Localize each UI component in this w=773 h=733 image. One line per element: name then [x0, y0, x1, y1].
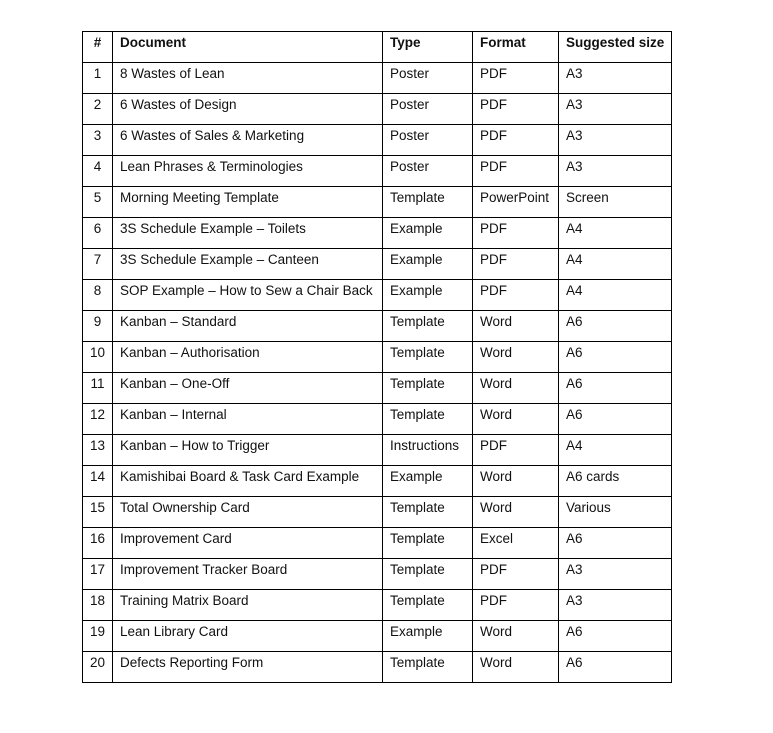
cell-format: PDF	[473, 218, 559, 249]
cell-type: Example	[383, 621, 473, 652]
cell-document: Lean Library Card	[113, 621, 383, 652]
cell-number: 11	[83, 373, 113, 404]
cell-suggested-size: A3	[559, 63, 672, 94]
table-row	[83, 652, 672, 683]
table-row	[83, 125, 672, 156]
cell-document: Kanban – Authorisation	[113, 342, 383, 373]
cell-type: Template	[383, 590, 473, 621]
cell-suggested-size: A6	[559, 342, 672, 373]
table-row	[83, 280, 672, 311]
cell-format: Word	[473, 404, 559, 435]
cell-suggested-size: Various	[559, 497, 672, 528]
cell-type: Example	[383, 466, 473, 497]
table-body	[83, 63, 672, 683]
cell-suggested-size: A4	[559, 435, 672, 466]
table-row	[83, 590, 672, 621]
cell-document: Kanban – Internal	[113, 404, 383, 435]
cell-type: Instructions	[383, 435, 473, 466]
cell-type: Template	[383, 187, 473, 218]
cell-suggested-size: A4	[559, 280, 672, 311]
cell-type: Poster	[383, 156, 473, 187]
cell-format: Word	[473, 373, 559, 404]
cell-type: Template	[383, 559, 473, 590]
table-row	[83, 621, 672, 652]
cell-suggested-size: A6 cards	[559, 466, 672, 497]
header-row	[83, 32, 672, 63]
cell-suggested-size: A3	[559, 590, 672, 621]
cell-suggested-size: A4	[559, 249, 672, 280]
cell-type: Example	[383, 218, 473, 249]
table-row	[83, 342, 672, 373]
cell-type: Example	[383, 280, 473, 311]
cell-document: Defects Reporting Form	[113, 652, 383, 683]
cell-format: Word	[473, 497, 559, 528]
cell-suggested-size: A6	[559, 528, 672, 559]
cell-format: PDF	[473, 559, 559, 590]
cell-type: Template	[383, 342, 473, 373]
cell-type: Poster	[383, 125, 473, 156]
cell-suggested-size: A6	[559, 373, 672, 404]
cell-number: 1	[83, 63, 113, 94]
cell-document: Total Ownership Card	[113, 497, 383, 528]
cell-format: PDF	[473, 435, 559, 466]
cell-document: Kanban – Standard	[113, 311, 383, 342]
cell-suggested-size: A4	[559, 218, 672, 249]
cell-format: PDF	[473, 280, 559, 311]
cell-format: PDF	[473, 125, 559, 156]
table-row	[83, 156, 672, 187]
cell-type: Template	[383, 373, 473, 404]
table-row	[83, 466, 672, 497]
cell-document: 6 Wastes of Design	[113, 94, 383, 125]
cell-number: 19	[83, 621, 113, 652]
cell-type: Template	[383, 497, 473, 528]
cell-number: 13	[83, 435, 113, 466]
cell-format: Word	[473, 311, 559, 342]
table-row	[83, 218, 672, 249]
cell-format: PDF	[473, 94, 559, 125]
header-format: Format	[473, 32, 559, 63]
cell-number: 4	[83, 156, 113, 187]
table-row	[83, 497, 672, 528]
cell-document: Lean Phrases & Terminologies	[113, 156, 383, 187]
cell-suggested-size: A3	[559, 156, 672, 187]
cell-suggested-size: A3	[559, 94, 672, 125]
header-number: #	[83, 32, 113, 63]
cell-number: 8	[83, 280, 113, 311]
cell-format: PDF	[473, 63, 559, 94]
cell-number: 7	[83, 249, 113, 280]
cell-format: Excel	[473, 528, 559, 559]
table-row	[83, 528, 672, 559]
cell-number: 18	[83, 590, 113, 621]
cell-type: Poster	[383, 63, 473, 94]
cell-type: Template	[383, 652, 473, 683]
table-row	[83, 187, 672, 218]
cell-suggested-size: A6	[559, 621, 672, 652]
cell-suggested-size: A3	[559, 125, 672, 156]
cell-number: 5	[83, 187, 113, 218]
table-row	[83, 63, 672, 94]
cell-number: 20	[83, 652, 113, 683]
table-row	[83, 373, 672, 404]
cell-document: Kanban – How to Trigger	[113, 435, 383, 466]
table-row	[83, 249, 672, 280]
cell-number: 10	[83, 342, 113, 373]
cell-document: 3S Schedule Example – Toilets	[113, 218, 383, 249]
cell-document: Improvement Card	[113, 528, 383, 559]
cell-type: Example	[383, 249, 473, 280]
cell-format: PDF	[473, 249, 559, 280]
cell-format: PDF	[473, 156, 559, 187]
cell-type: Template	[383, 528, 473, 559]
table-row	[83, 94, 672, 125]
table-row	[83, 435, 672, 466]
cell-document: Training Matrix Board	[113, 590, 383, 621]
cell-format: Word	[473, 466, 559, 497]
cell-document: Morning Meeting Template	[113, 187, 383, 218]
cell-type: Template	[383, 404, 473, 435]
cell-format: Word	[473, 652, 559, 683]
table-row	[83, 404, 672, 435]
cell-number: 2	[83, 94, 113, 125]
table-header	[83, 32, 672, 63]
cell-document: Kamishibai Board & Task Card Example	[113, 466, 383, 497]
header-document: Document	[113, 32, 383, 63]
cell-suggested-size: A6	[559, 404, 672, 435]
cell-document: 6 Wastes of Sales & Marketing	[113, 125, 383, 156]
cell-number: 17	[83, 559, 113, 590]
cell-number: 15	[83, 497, 113, 528]
cell-type: Poster	[383, 94, 473, 125]
cell-document: 8 Wastes of Lean	[113, 63, 383, 94]
cell-suggested-size: A3	[559, 559, 672, 590]
cell-document: 3S Schedule Example – Canteen	[113, 249, 383, 280]
cell-number: 16	[83, 528, 113, 559]
cell-format: Word	[473, 621, 559, 652]
cell-document: Improvement Tracker Board	[113, 559, 383, 590]
table-row	[83, 311, 672, 342]
cell-number: 3	[83, 125, 113, 156]
header-type: Type	[383, 32, 473, 63]
cell-suggested-size: A6	[559, 652, 672, 683]
cell-document: Kanban – One-Off	[113, 373, 383, 404]
cell-format: Word	[473, 342, 559, 373]
cell-format: PDF	[473, 590, 559, 621]
documents-table	[82, 31, 672, 683]
table-row	[83, 559, 672, 590]
cell-suggested-size: Screen	[559, 187, 672, 218]
cell-number: 6	[83, 218, 113, 249]
header-suggested-size: Suggested size	[559, 32, 672, 63]
cell-type: Template	[383, 311, 473, 342]
cell-format: PowerPoint	[473, 187, 559, 218]
cell-suggested-size: A6	[559, 311, 672, 342]
cell-document: SOP Example – How to Sew a Chair Back	[113, 280, 383, 311]
cell-number: 12	[83, 404, 113, 435]
cell-number: 9	[83, 311, 113, 342]
cell-number: 14	[83, 466, 113, 497]
